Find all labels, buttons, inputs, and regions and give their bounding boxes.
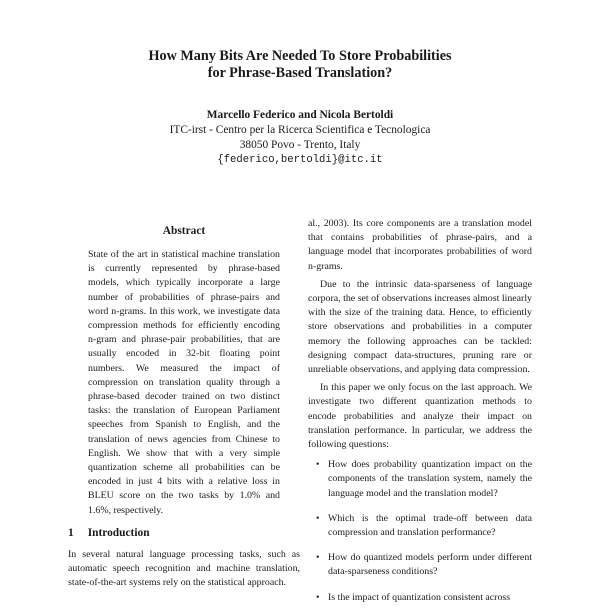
section-heading-introduction xyxy=(68,527,150,539)
bullet-icon: • xyxy=(316,552,320,564)
abstract-heading: Abstract xyxy=(162,225,206,237)
address: 38050 Povo - Trento, Italy xyxy=(239,139,361,151)
question-text: How does probability quantization impact on the components of the translation system, namely the language model and the translation model? xyxy=(328,459,532,499)
affiliation: ITC-irst - Centro per la Ricerca Scientifica e Tecnologica xyxy=(169,124,431,136)
paper-title xyxy=(0,48,600,82)
question-text: How do quantized models perform under different data-sparseness conditions? xyxy=(328,552,532,578)
bullet-icon: • xyxy=(316,512,320,524)
title-line-2: for Phrase-Based Translation? xyxy=(207,65,393,81)
bullet-icon: • xyxy=(316,591,320,603)
title-line-1: How Many Bits Are Needed To Store Probabilities xyxy=(148,48,452,64)
list-item xyxy=(308,512,532,540)
question-text: Which is the optimal trade-off between data compression and translation performance? xyxy=(328,512,532,539)
right-column xyxy=(308,217,532,616)
list-item xyxy=(308,458,532,501)
abstract-text: State of the art in statistical machine translation is currently represented by phrase-based models, which typically incorporate a large number of probabilities of phrase-pairs and word n-grams. In this work, we investigate data compression methods for efficiently encoding n-gram and phrase-pair probabilities, that are usually encoded in 32-bit floating point numbers. We measured the impact of compression on translation quality through a phrase-based decoder trained on two distinct tasks: the translation of European Parliament speeches from Spanish to English, and the translation of news agencies from Chinese to English. We show that with a very simple quantization scheme all probabilities can be encoded in just 4 bits with a relative loss in BLEU score on the two tasks by 1.0% and 1.6%, respectively. xyxy=(88,249,280,516)
right-paragraph-3: In this paper we only focus on the last approach. We investigate two different quantization methods to encode probabilities and analyze their impact on translation performance. In particular, we address the following questions: xyxy=(308,382,532,451)
right-paragraph-1: al., 2003). Its core components are a translation model that contains probabilities of phrase-pairs, and a language model that incorporates probabilities of word n-grams. xyxy=(308,218,532,272)
introduction-text xyxy=(68,548,300,591)
section-title: Introduction xyxy=(87,527,150,539)
author-names: Marcello Federico and Nicola Bertoldi xyxy=(206,109,394,121)
author-block xyxy=(0,108,600,168)
list-item xyxy=(308,551,532,579)
question-text: Is the impact of quantization consistent across xyxy=(328,591,511,603)
intro-paragraph: In several natural language processing tasks, such as automatic speech recognition and machine translation, state-of-the-art systems rely on the statistical approach. xyxy=(68,549,300,589)
section-number: 1 xyxy=(68,527,74,539)
list-item xyxy=(308,591,532,605)
questions-list xyxy=(308,458,532,605)
author-email: {federico,bertoldi}@itc.it xyxy=(217,154,383,166)
bullet-icon: • xyxy=(316,459,320,471)
right-paragraph-2: Due to the intrinsic data-sparseness of language corpora, the set of observations increases almost linearly with the size of the training data. Hence, to efficiently store observations and probabilities in a computer memory the following approaches can be tackled: designing compact data-structures, pruning rare or unreliable observations, and applying data compression. xyxy=(308,278,532,376)
